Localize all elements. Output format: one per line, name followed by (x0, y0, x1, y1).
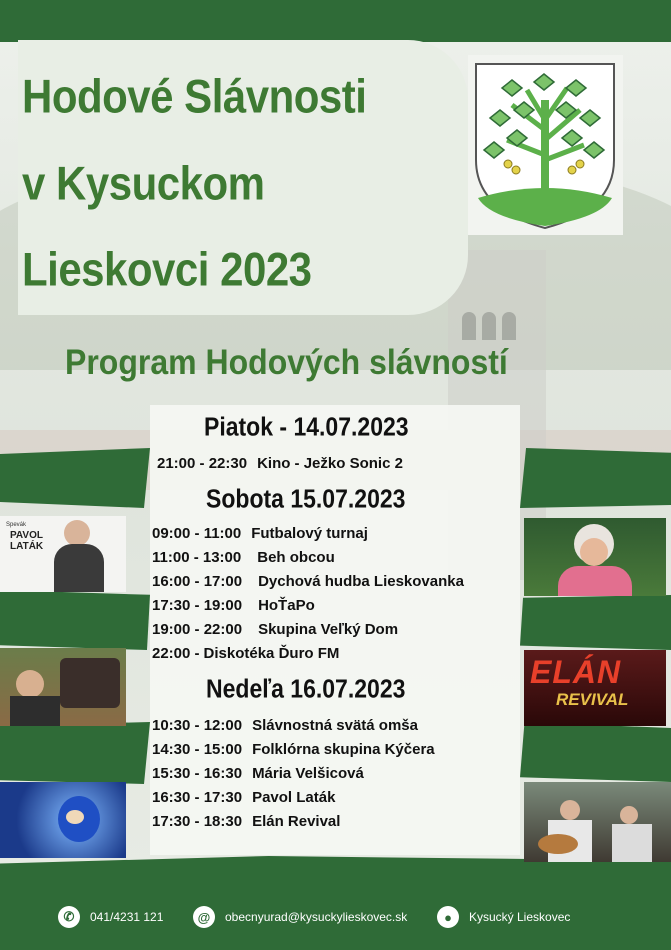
event-time: 09:00 - 11:00 (152, 525, 242, 542)
photo-caption-small: Spevák (6, 522, 27, 528)
page-title-line-1: Hodové Slávnosti (22, 70, 367, 123)
schedule-row (152, 597, 315, 614)
elan-revival-logo (524, 650, 666, 726)
page-title-line-3: Lieskovci 2023 (22, 243, 312, 296)
page-title-line-2: v Kysuckom (22, 157, 265, 210)
green-brush-stroke (520, 722, 671, 782)
event-name: Mária Velšicová (252, 765, 364, 782)
schedule-row (152, 573, 464, 590)
event-name: Beh obcou (257, 549, 335, 566)
musician-head (560, 800, 580, 820)
event-name: Futbalový turnaj (251, 525, 368, 542)
schedule-row (157, 455, 403, 472)
schedule-row (152, 789, 335, 806)
email-address: obecnyurad@kysuckylieskovec.sk (225, 910, 408, 924)
schedule-row (152, 645, 339, 662)
green-brush-stroke (0, 590, 150, 650)
musician-head (620, 806, 638, 824)
tower-window (502, 312, 516, 340)
green-brush-stroke (0, 448, 150, 508)
event-name: Diskotéka Ďuro FM (203, 645, 340, 662)
folk-band-photo (0, 648, 126, 726)
singer-face (580, 538, 608, 566)
schedule-row (152, 549, 335, 566)
footer-phone[interactable] (58, 906, 163, 928)
event-time: 17:30 - 18:30 (152, 813, 243, 830)
tower-window (482, 312, 496, 340)
singer-body (54, 544, 104, 592)
event-time: 11:00 - 13:00 (152, 549, 242, 566)
event-time: 15:30 - 16:30 (152, 765, 243, 782)
photo-caption-name: PAVOL (10, 530, 43, 541)
schedule-row (152, 813, 340, 830)
event-time: 19:00 - 22:00 (152, 621, 243, 638)
sonic-movie-photo (0, 782, 126, 858)
footer-location[interactable] (437, 906, 570, 928)
schedule-row (152, 525, 368, 542)
schedule-row (152, 717, 418, 734)
person-body (10, 696, 60, 726)
band-concert-photo (524, 782, 671, 862)
event-time: 22:00 - (152, 645, 200, 662)
email-icon: @ (193, 906, 215, 928)
musician-body (612, 824, 652, 862)
day-heading-saturday: Sobota 15.07.2023 (206, 484, 406, 514)
green-brush-stroke (520, 595, 671, 650)
singer-head (64, 520, 90, 546)
location-pin-icon: ● (437, 906, 459, 928)
footer-band (0, 856, 671, 950)
event-name: HoŤaPo (258, 597, 315, 614)
event-time: 16:00 - 17:00 (152, 573, 243, 590)
revival-logo-text: REVIVAL (556, 690, 629, 709)
phone-icon: ✆ (58, 906, 80, 928)
sonic-face (66, 810, 84, 824)
band-members (60, 658, 120, 708)
event-name: Elán Revival (252, 813, 341, 830)
green-brush-stroke (520, 448, 671, 508)
event-name: Skupina Veľký Dom (258, 621, 399, 638)
event-name: Kino - Ježko Sonic 2 (257, 455, 403, 472)
day-heading-friday: Piatok - 14.07.2023 (204, 412, 409, 442)
schedule-row (152, 741, 435, 758)
schedule-row (152, 765, 364, 782)
event-name: Pavol Laták (252, 789, 336, 806)
event-name: Slávnostná svätá omša (252, 717, 418, 734)
pavol-latak-photo (0, 516, 126, 592)
location-name: Kysucký Lieskovec (469, 910, 571, 924)
event-time: 16:30 - 17:30 (152, 789, 243, 806)
schedule-row (152, 621, 398, 638)
program-heading: Program Hodových slávností (65, 342, 508, 382)
event-time: 10:30 - 12:00 (152, 717, 243, 734)
phone-number: 041/4231 121 (90, 910, 164, 924)
green-brush-stroke (0, 722, 150, 784)
event-time: 21:00 - 22:30 (157, 455, 248, 472)
event-time: 17:30 - 19:00 (152, 597, 243, 614)
elan-logo-text: ELÁN (530, 654, 622, 690)
coat-of-arms-icon (472, 60, 618, 232)
event-name: Folklórna skupina Kýčera (252, 741, 435, 758)
singer-body (558, 566, 632, 596)
event-name: Dychová hudba Lieskovanka (258, 573, 464, 590)
photo-caption-name: LATÁK (10, 541, 44, 552)
maria-velsicova-photo (524, 518, 666, 596)
event-time: 14:30 - 15:00 (152, 741, 243, 758)
top-green-band (0, 0, 671, 42)
day-heading-sunday: Nedeľa 16.07.2023 (206, 674, 406, 704)
footer-email[interactable] (193, 906, 407, 928)
person-face (16, 670, 44, 698)
guitar (538, 834, 578, 854)
tower-window (462, 312, 476, 340)
